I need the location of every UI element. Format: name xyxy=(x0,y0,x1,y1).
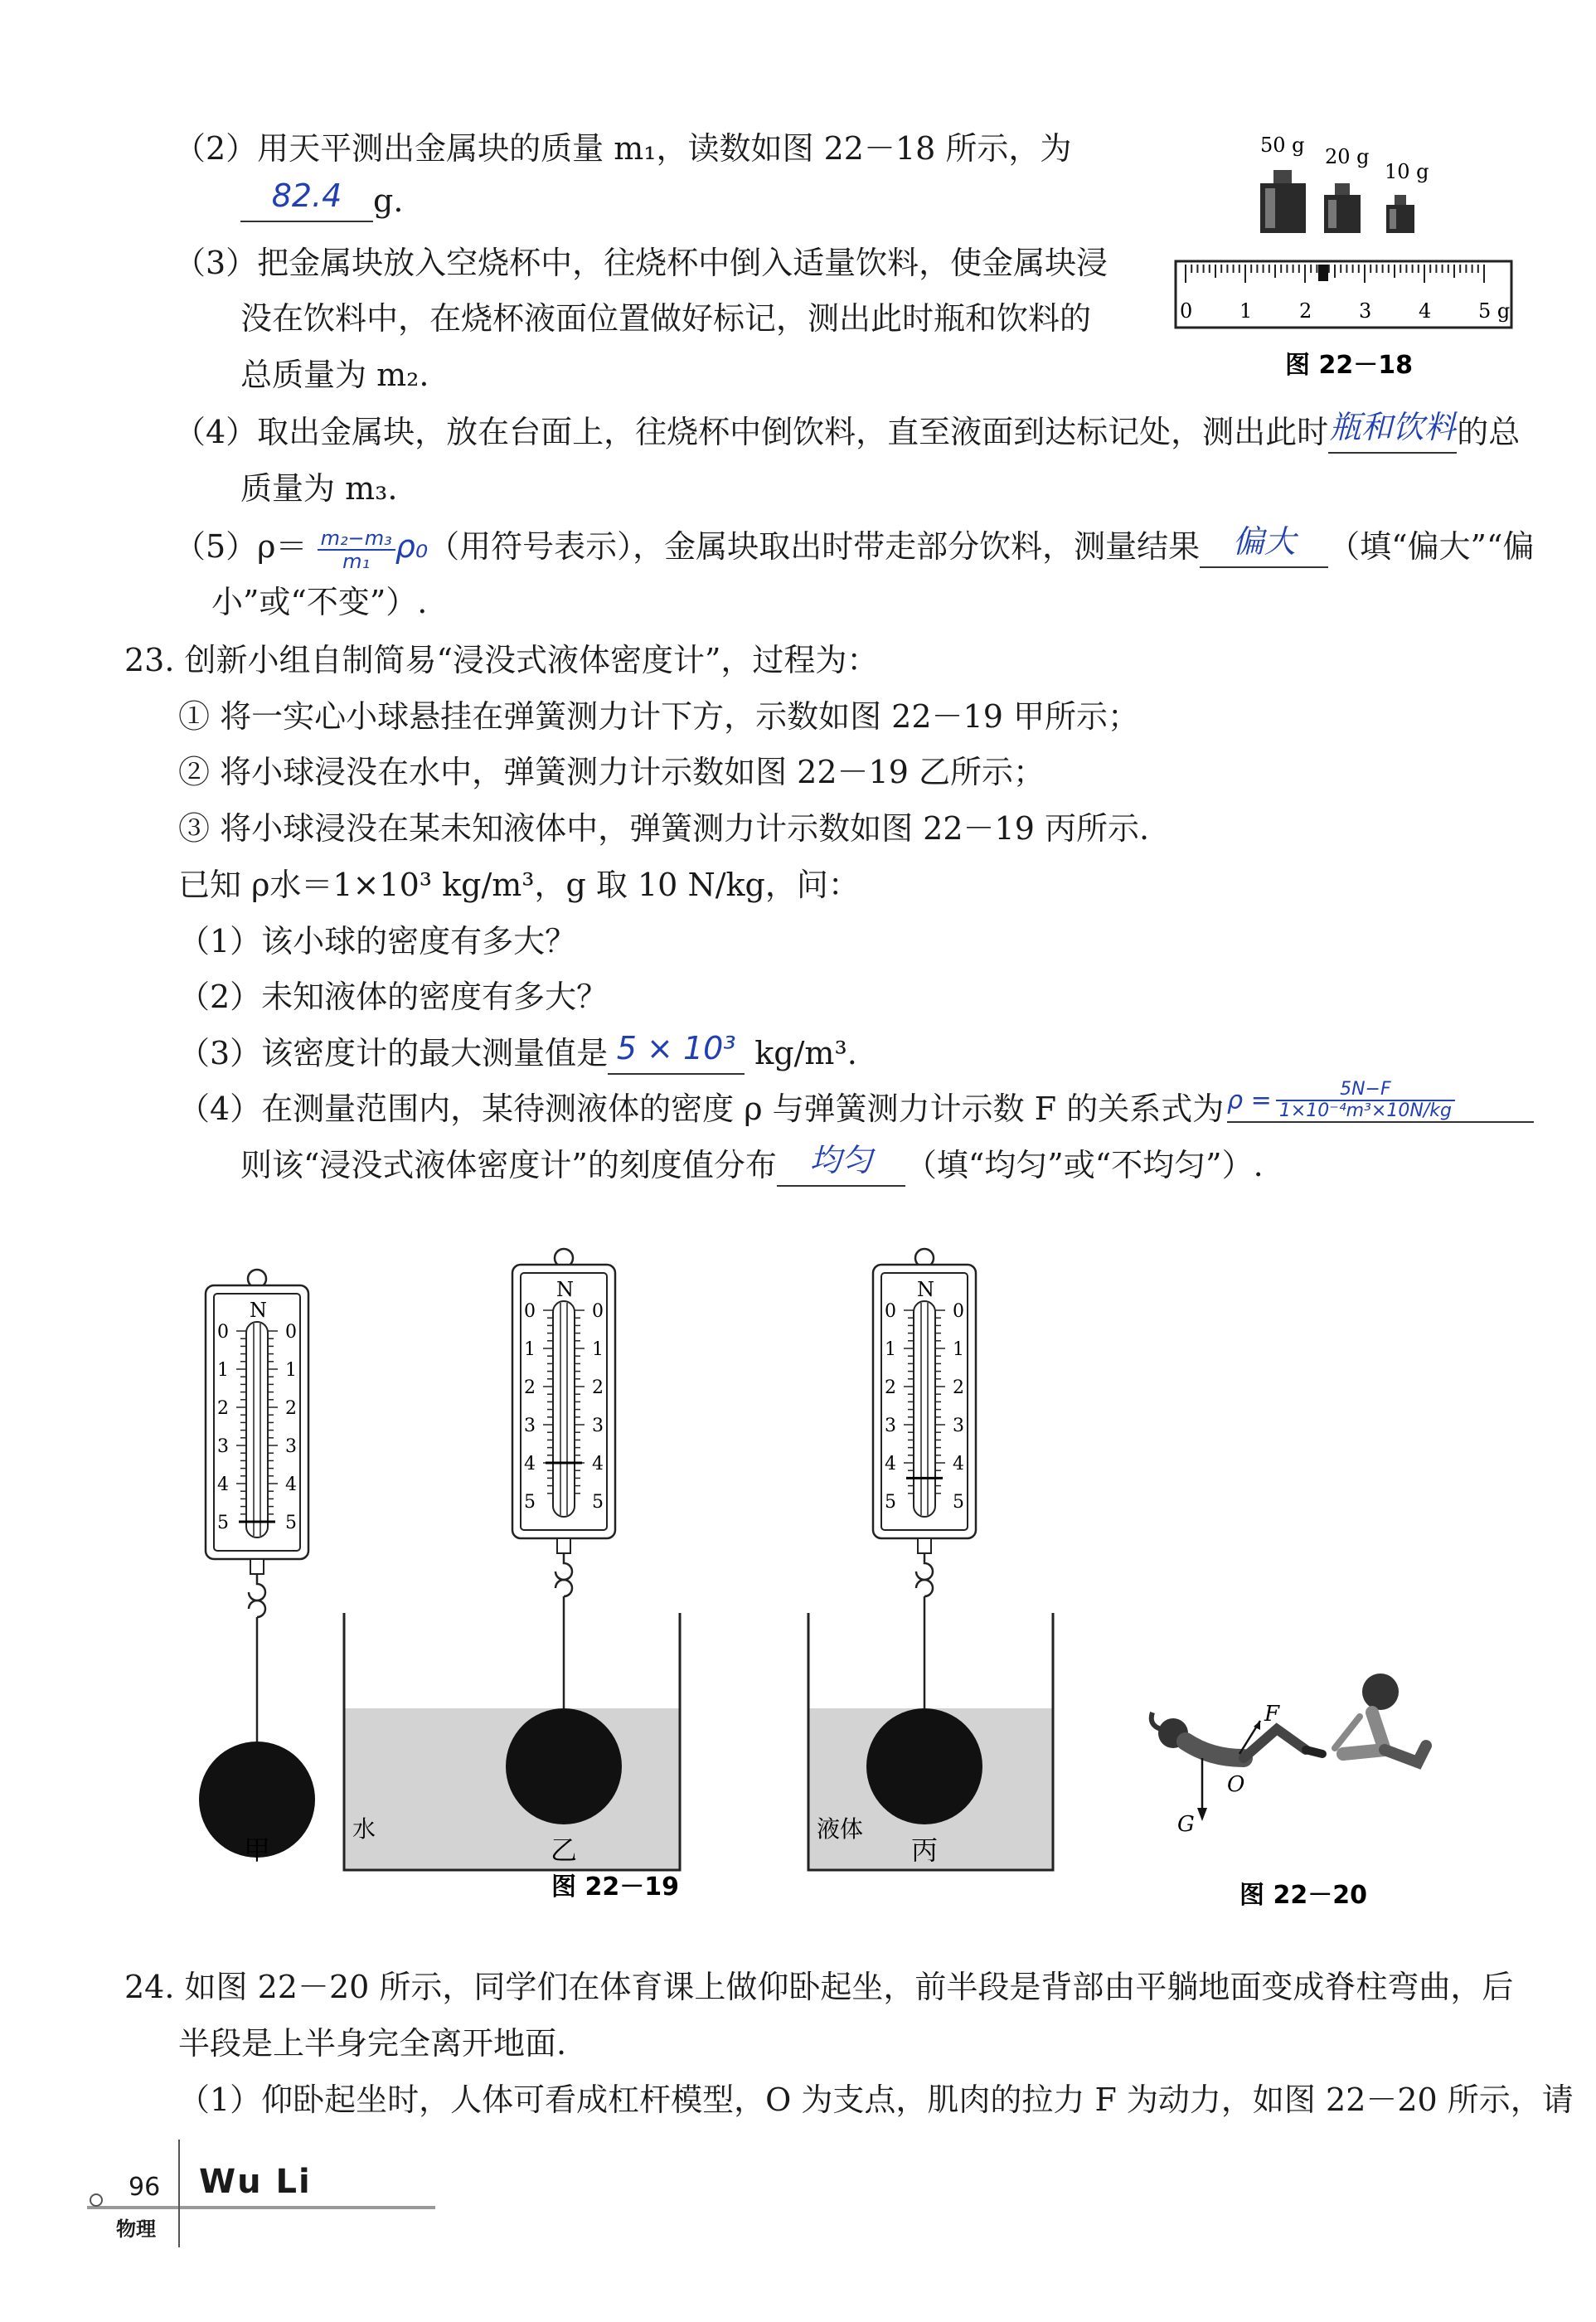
answer-blank: 均匀 xyxy=(777,1145,905,1187)
weight-50g-icon xyxy=(1260,170,1306,233)
scale-tick-label: 3 xyxy=(592,1416,604,1436)
label-o: O xyxy=(1227,1772,1245,1797)
scale-tick-label: 0 xyxy=(953,1301,964,1322)
q22-part3-line3: 总质量为 m₂. xyxy=(240,357,429,393)
q22-part2-answer-line: 82.4 g. xyxy=(240,181,403,222)
scale-tick-label: 0 xyxy=(524,1301,536,1322)
subject-chinese: 物理 xyxy=(116,2218,156,2241)
scale-tick-label: 3 xyxy=(217,1436,229,1457)
scale-tick-label: 5 xyxy=(953,1492,964,1513)
scale-unit-label: N xyxy=(556,1278,574,1301)
figure-sublabel: 乙 xyxy=(551,1834,578,1866)
footer-rule xyxy=(87,2206,435,2209)
figure-22-20 xyxy=(1136,1650,1484,1916)
scale-tick-label: 3 xyxy=(524,1416,536,1436)
ruler-label: 3 xyxy=(1359,299,1372,323)
scale-tick-label: 5 xyxy=(524,1492,536,1513)
q22-part3-line2: 没在饮料中，在烧杯液面位置做好标记，测出此时瓶和饮料的 xyxy=(240,300,1092,337)
q22-part3-line1: （3）把金属块放入空烧杯中，往烧杯中倒入适量饮料，使金属块浸 xyxy=(174,245,1108,281)
ruler-label: 2 xyxy=(1299,299,1312,323)
ruler-label: 4 xyxy=(1419,299,1432,323)
scale-tick-label: 5 xyxy=(285,1513,297,1533)
liquid-label: 液体 xyxy=(817,1815,864,1843)
q23-step2: ② 将小球浸没在水中，弹簧测力计示数如图 22－19 乙所示； xyxy=(178,754,1045,790)
scale-tick-label: 2 xyxy=(592,1377,604,1398)
scale-tick-label: 1 xyxy=(524,1339,536,1360)
answer-blank: 偏大 xyxy=(1200,527,1328,568)
formula-fraction: $\frac{\text{m₂−m₃}}{\text{m₁}}$ xyxy=(318,527,395,572)
scale-tick-label: 0 xyxy=(592,1301,604,1322)
q23-q2: （2）未知液体的密度有多大？ xyxy=(178,979,609,1015)
scale-tick-label: 2 xyxy=(217,1398,229,1419)
scale-tick-label: 2 xyxy=(885,1377,896,1398)
answer-blank: 5 × 10³ xyxy=(608,1033,745,1075)
figure-sublabel: 甲 xyxy=(244,1834,271,1866)
q23-title: 23. 创新小组自制简易“浸没式液体密度计”，过程为： xyxy=(124,642,879,678)
ruler-label: 5 g xyxy=(1478,299,1511,323)
q22-part4-line2: 质量为 m₃. xyxy=(240,470,398,507)
spring-scale-1 xyxy=(199,1270,315,1858)
formula-fraction: $\frac{5N-F}{\text{1×10⁻⁴m³×10N/kg}}$ xyxy=(1276,1080,1455,1121)
q24-line2: 半段是上半身完全离开地面. xyxy=(178,2025,567,2062)
ruler-label: 1 xyxy=(1239,299,1253,323)
scale-tick-label: 4 xyxy=(217,1474,229,1495)
scale-unit-label: N xyxy=(917,1278,934,1301)
scale-tick-label: 4 xyxy=(524,1454,536,1474)
scale-tick-label: 5 xyxy=(592,1492,604,1513)
scale-tick-label: 3 xyxy=(285,1436,297,1457)
situp-girl-icon xyxy=(1152,1712,1322,1758)
footer-divider xyxy=(178,2140,180,2247)
q23-q1: （1）该小球的密度有多大？ xyxy=(178,923,577,959)
scale-tick-label: 1 xyxy=(217,1360,229,1381)
scale-tick-label: 2 xyxy=(524,1377,536,1398)
ruler-label: 0 xyxy=(1180,299,1193,323)
scale-tick-label: 0 xyxy=(217,1322,229,1343)
scale-tick-label: 4 xyxy=(885,1454,896,1474)
rider-marker xyxy=(1318,265,1328,281)
q22-part5: （5）ρ＝ $\frac{\text{m₂−m₃}}{\text{m₁}}$ ρ₀（用符号表示），金属块取出时带走部分饮料，测量结果 偏大 （填“偏大”“偏 xyxy=(174,523,1535,573)
scale-tick-label: 5 xyxy=(217,1513,229,1533)
weight-label-20g: 20 g xyxy=(1325,145,1370,168)
figure-22-18-caption: 图 22－18 xyxy=(1285,351,1413,380)
label-f: F xyxy=(1264,1702,1280,1727)
scale-tick-label: 1 xyxy=(953,1339,964,1360)
subject-word: Wu Li xyxy=(199,2163,312,2201)
footer-dot xyxy=(90,2193,103,2207)
q23-step3: ③ 将小球浸没在某未知液体中，弹簧测力计示数如图 22－19 丙所示. xyxy=(178,810,1150,847)
weight-20g-icon xyxy=(1324,183,1361,233)
q22-part5-line2: 小”或“不变”）. xyxy=(211,584,428,620)
q23-q4-line2: 则该“浸没式液体密度计”的刻度值分布 均匀 （填“均匀”或“不均匀”）. xyxy=(240,1145,1264,1187)
scale-tick-label: 0 xyxy=(885,1301,896,1322)
q24-line3: （1）仰卧起坐时，人体可看成杠杆模型，O 为支点，肌肉的拉力 F 为动力，如图 22－20 所示，请 xyxy=(178,2082,1574,2118)
scale-unit-label: N xyxy=(250,1299,267,1322)
scale-tick-label: 1 xyxy=(885,1339,896,1360)
label-g: G xyxy=(1177,1812,1195,1837)
figure-sublabel: 丙 xyxy=(911,1834,939,1866)
spring-scale-2 xyxy=(344,1249,680,1870)
figure-22-18 xyxy=(1161,129,1526,386)
metal-ball xyxy=(506,1708,622,1824)
scale-tick-label: 2 xyxy=(953,1377,964,1398)
q23-given: 已知 ρ水＝1×10³ kg/m³，g 取 10 N/kg，问： xyxy=(178,867,860,903)
figure-22-20-caption: 图 22－20 xyxy=(1239,1881,1367,1910)
figure-22-19-caption: 图 22－19 xyxy=(551,1873,679,1902)
page-number: 96 xyxy=(129,2173,161,2202)
metal-ball xyxy=(866,1708,982,1824)
scale-tick-label: 5 xyxy=(885,1492,896,1513)
weight-label-50g: 50 g xyxy=(1260,134,1305,157)
scale-tick-label: 4 xyxy=(953,1454,964,1474)
scale-tick-label: 4 xyxy=(592,1454,604,1474)
q23-q4: （4）在测量范围内，某待测液体的密度 ρ 与弹簧测力计示数 F 的关系式为 xyxy=(178,1091,1225,1127)
answer-blank: 82.4 xyxy=(240,181,373,222)
weight-label-10g: 10 g xyxy=(1385,160,1429,183)
scale-tick-label: 3 xyxy=(885,1416,896,1436)
q22-part2: （2）用天平测出金属块的质量 m₁，读数如图 22－18 所示，为 xyxy=(174,130,1072,167)
answer-blank: 瓶和饮料 xyxy=(1328,412,1457,454)
spring-scale-3 xyxy=(808,1249,1053,1870)
scale-tick-label: 3 xyxy=(953,1416,964,1436)
q23-q4-answer: ρ = $\frac{5N-F}{\text{1×10⁻⁴m³×10N/kg}}$ xyxy=(1227,1080,1534,1123)
scale-tick-label: 4 xyxy=(285,1474,297,1495)
q22-part4: （4）取出金属块，放在台面上，往烧杯中倒饮料，直至液面到达标记处，测出此时瓶和饮料的总 xyxy=(174,412,1520,454)
q23-step1: ① 将一实心小球悬挂在弹簧测力计下方，示数如图 22－19 甲所示； xyxy=(178,698,1139,735)
scale-tick-label: 0 xyxy=(285,1322,297,1343)
liquid-label: 水 xyxy=(352,1815,376,1843)
balance-scale-ruler xyxy=(1176,261,1511,328)
q24-line1: 24. 如图 22－20 所示，同学们在体育课上做仰卧起坐，前半段是背部由平躺地面变成脊柱弯曲，后 xyxy=(124,1969,1514,2005)
q23-q3: （3）该密度计的最大测量值是 5 × 10³ kg/m³. xyxy=(178,1033,857,1075)
scale-tick-label: 1 xyxy=(592,1339,604,1360)
weight-10g-icon xyxy=(1386,195,1414,233)
scale-tick-label: 1 xyxy=(285,1360,297,1381)
helper-girl-icon xyxy=(1335,1673,1426,1762)
scale-tick-label: 2 xyxy=(285,1398,297,1419)
figure-22-19 xyxy=(149,1236,1070,1916)
